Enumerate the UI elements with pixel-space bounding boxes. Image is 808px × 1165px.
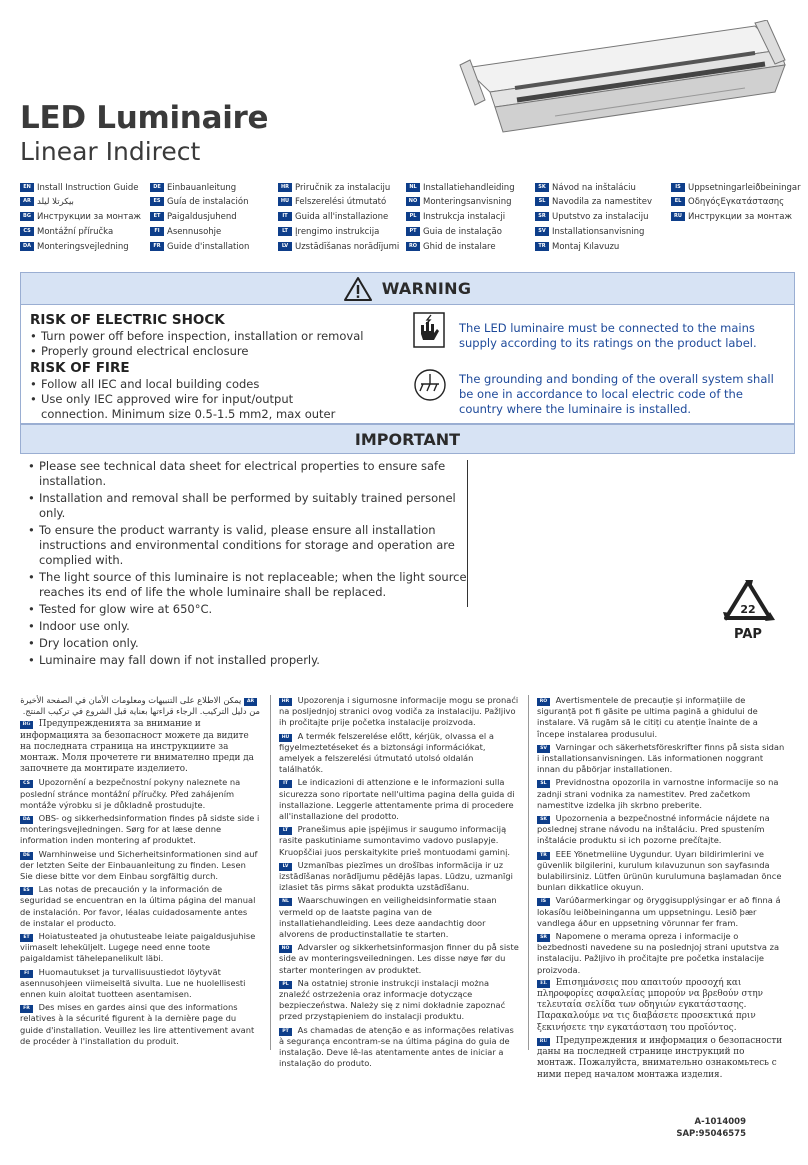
lang-label: Navodila za namestitev xyxy=(552,196,653,207)
list-item: • Follow all IEC and local building codes xyxy=(30,377,360,392)
lang-code: SK xyxy=(537,816,550,824)
column-divider xyxy=(270,695,271,1050)
lang-code: ES xyxy=(150,197,164,206)
list-item: • The light source of this luminaire is not replaceable; when the light source reaches its end of life the whole luminaire shall be replaced. xyxy=(28,570,468,600)
lang-label: Installatiehandleiding xyxy=(423,182,515,193)
lang-code: IT xyxy=(278,212,292,221)
note-pt xyxy=(279,1025,519,1070)
column-divider xyxy=(528,695,529,1050)
lang-item-hr xyxy=(278,181,390,194)
lang-code: SV xyxy=(535,227,549,236)
note-text: Upozornenia a bezpečnostné informácie nájdete na poslednej strane návodu na inštaláciu. Pred spustením inštalácie produktu si ich pozorne prečítajte. xyxy=(537,813,770,846)
lang-label: Įrengimo instrukcija xyxy=(295,226,380,237)
lang-item-sv xyxy=(535,225,644,238)
note-text: OBS- og sikkerhedsinformation findes på sidste side i monteringsvejledningen. Sørg for at læse denne information inden montering af produktet. xyxy=(20,813,260,846)
note-text: Advarsler og sikkerhetsinformasjon finner du på siste side av monteringsveiledningen. Les disse nøye før du starter monteringen av produktet. xyxy=(279,942,519,975)
electric-hand-icon xyxy=(413,312,445,348)
mains-text: The LED luminaire must be connected to the mains supply according to its ratings on the product label. xyxy=(459,321,757,350)
lang-item-it xyxy=(278,210,388,223)
note-de xyxy=(20,849,260,883)
luminaire-illustration xyxy=(455,20,790,135)
recycle-label: PAP xyxy=(734,627,762,642)
warning-box xyxy=(20,272,795,424)
lang-code: SK xyxy=(535,183,549,192)
lang-label: Felszerelési útmutató xyxy=(295,196,387,207)
lang-label: بيكرتلا ليلد xyxy=(37,196,74,207)
lang-code: PL xyxy=(406,212,420,221)
lang-label: Uppsetningarleiðbeiningar xyxy=(688,182,801,193)
lang-code: LT xyxy=(278,227,292,236)
note-text: Previdnostna opozorila in varnostne informacije so na zadnji strani vodnika za namestitev. Pred začetkom namestitve izdelka jih skrbno preberite. xyxy=(537,777,779,810)
lang-item-lv xyxy=(278,240,399,253)
list-item: • Tested for glow wire at 650°C. xyxy=(28,602,468,617)
recycle-icon xyxy=(715,580,785,642)
notes-column-3 xyxy=(537,695,785,1083)
note-is xyxy=(537,895,785,929)
lang-label: Priručnik za instalaciju xyxy=(295,182,391,193)
lang-item-lt xyxy=(278,225,379,238)
lang-label: Инструкции за монтаж xyxy=(688,211,793,222)
note-text: Предупреждения и информация о безопасности даны на последней странице инструкций по монтаж. Пожалуйста, внимательно ознакомьтесь с ними перед началом монтажа изделия. xyxy=(537,1035,783,1080)
lang-label: Asennusohje xyxy=(167,226,222,237)
warning-triangle-icon xyxy=(344,276,372,302)
lang-code: ES xyxy=(20,887,33,895)
lang-code: EL xyxy=(671,197,685,206)
lang-code: PT xyxy=(406,227,420,236)
lang-code: FI xyxy=(20,970,33,978)
note-text: A termék felszerelése előtt, kérjük, olvassa el a figyelmeztetéseket és a biztonsági információkat, amelyek a felszerelési útmutató utolsó oldalán találhatók. xyxy=(279,730,494,775)
notes-column-2 xyxy=(279,695,519,1072)
note-hu xyxy=(279,731,519,776)
important-header xyxy=(20,424,795,454)
note-sr xyxy=(537,931,785,976)
lang-label: Instrukcja instalacji xyxy=(423,211,506,222)
list-item: • Please see technical data sheet for electrical properties to ensure safe installation. xyxy=(28,459,468,489)
lang-code: HR xyxy=(279,698,292,706)
lang-label: Guide d'installation xyxy=(167,241,250,252)
note-text: Hoiatusteated ja ohutusteabe leiate paigaldusjuhise viimaselt leheküljelt. Lugege need enne toote paigaldamist tähelepanelikult läbi. xyxy=(20,931,256,964)
lang-item-tr xyxy=(535,240,619,253)
note-lv xyxy=(279,860,519,894)
note-text: يمكن الاطلاع على التنبيهات ومعلومات الأمان في الصفحة الأخيرة من دليل التركيب. الرجاء قراءتها بعناية قبل الشروع في تركيب المنتج. xyxy=(20,695,260,717)
note-text: As chamadas de atenção e as informações relativas à segurança encontram-se na última página do guia de instalação. Deve lê-las atentamente antes de iniciar a instalação do produto. xyxy=(279,1024,514,1069)
lang-code: ET xyxy=(20,934,33,942)
language-list xyxy=(20,181,800,256)
note-text: Επισημάνσεις που απαιτούν προσοχή και πληροφορίες ασφαλείας μπορούν να βρεθούν στην τελευταία σελίδα των οδηγιών εγκατάστασης. Παρακαλούμε να τις διαβάσετε προσεκτικά πριν ξεκινήσετε την εγκατάσταση του προϊόντος. xyxy=(537,977,763,1033)
lang-item-el xyxy=(671,195,784,208)
note-es xyxy=(20,884,260,929)
lang-label: Montážní příručka xyxy=(37,226,114,237)
lang-code: HU xyxy=(278,197,292,206)
note-text: Des mises en gardes ainsi que des informations relatives à la sécurité figurent à la dernière page du guide d'installation. Veuillez les lire attentivement avant de procéder à l'installation du produit. xyxy=(20,1002,255,1046)
recycle-number: 22 xyxy=(740,603,756,616)
important-divider xyxy=(467,460,468,607)
lang-code: NL xyxy=(279,898,292,906)
lang-code: FR xyxy=(150,242,164,251)
note-text: Upozorenja i sigurnosne informacije mogu se pronaći na posljednjoj stranici ovog vodiča za instalaciju. Pažljivo ih pročitajte prije početka instalacije proizvoda. xyxy=(279,695,519,728)
lang-label: Monteringsvejledning xyxy=(37,241,129,252)
note-ru xyxy=(537,1036,785,1081)
lang-code: SL xyxy=(535,197,549,206)
note-hr xyxy=(279,695,519,729)
notes-column-1 xyxy=(20,695,260,1049)
lang-code: RU xyxy=(537,1038,550,1046)
page-subtitle: Linear Indirect xyxy=(20,137,201,166)
note-da xyxy=(20,813,260,847)
lang-item-ar xyxy=(20,195,74,208)
note-fi xyxy=(20,967,260,1001)
lang-item-fi xyxy=(150,225,221,238)
lang-item-nl xyxy=(406,181,515,194)
list-item: • Dry location only. xyxy=(28,636,468,651)
note-text: Waarschuwingen en veiligheidsinformatie staan vermeld op de laatste pagina van de installatiehandleiding. Lees deze aandachtig door alvorens de productinstallatie te starten. xyxy=(279,895,497,940)
lang-item-sr xyxy=(535,210,648,223)
note-pl xyxy=(279,978,519,1023)
ground-icon xyxy=(413,368,447,402)
note-text: Uzmanības piezīmes un drošības informācija ir uz izstādīšanas norādījumu pēdējās lapas. Lūdzu, uzmanīgi izlasiet tās pirms sākat produkta uzstādīšanu. xyxy=(279,859,513,893)
lang-label: Uzstādīšanas norādījumi xyxy=(295,241,400,252)
note-bg xyxy=(20,719,260,775)
page-title: LED Luminaire xyxy=(20,100,269,136)
note-text: Предупрежденията за внимание и информацията за безопасност можете да видите на последната страница на инструкциите за монтаж. Моля прочетете ги внимателно преди да започнете да монтирате изделието. xyxy=(20,719,254,775)
lang-code: PT xyxy=(279,1028,292,1036)
note-nl xyxy=(279,895,519,940)
lang-code: SL xyxy=(537,780,550,788)
lang-code: AR xyxy=(20,197,34,206)
lang-code: DE xyxy=(150,183,164,192)
lang-code: NO xyxy=(406,197,420,206)
doc-number: A-1014009 xyxy=(694,1117,746,1127)
note-text: Le indicazioni di attenzione e le informazioni sulla sicurezza sono riportate nell'ultima pagina della guida di installazione. Leggerle attentamente prima di procedere all'installazione del prodotto. xyxy=(279,777,515,822)
lang-code: NO xyxy=(279,945,292,953)
note-text: Huomautukset ja turvallisuustiedot löytyvät asennusohjeen viimeiseltä sivulta. Lue ne huolellisesti ennen kuin aloitat tuotteen asentamisen. xyxy=(20,966,246,1000)
list-item: • Installation and removal shall be performed by suitably trained personel only. xyxy=(28,491,468,521)
lang-code: IT xyxy=(279,780,292,788)
lang-code: FI xyxy=(150,227,164,236)
lang-item-da xyxy=(20,240,129,253)
lang-item-no xyxy=(406,195,512,208)
note-text: Las notas de precaución y la información de seguridad se encuentran en la última página del manual de instalación. Por favor, léalas cuidadosamente antes de instalar el producto. xyxy=(20,884,256,928)
lang-code: CS xyxy=(20,780,33,788)
warning-title: WARNING xyxy=(381,279,472,298)
note-text: Na ostatniej stronie instrukcji instalacji można znaleźć ostrzeżenia oraz informacje dotyczące bezpieczeństwa. Należy się z nimi dokładnie zapoznać przed przystąpieniem do instalacji produktu. xyxy=(279,977,506,1022)
lang-label: Guida all'installazione xyxy=(295,211,389,222)
note-ar xyxy=(20,695,260,717)
list-item: • Luminaire may fall down if not installed properly. xyxy=(28,653,468,668)
lang-code: DA xyxy=(20,242,34,251)
lang-code: RO xyxy=(537,698,550,706)
lang-code: FR xyxy=(20,1005,33,1013)
lang-code: CS xyxy=(20,227,34,236)
lang-code: IS xyxy=(671,183,685,192)
note-sk xyxy=(537,813,785,847)
lang-code: LV xyxy=(278,242,292,251)
lang-code: DE xyxy=(20,852,33,860)
lang-code: BG xyxy=(20,721,33,729)
lang-label: Installationsanvisning xyxy=(552,226,645,237)
lang-item-sl xyxy=(535,195,652,208)
note-it xyxy=(279,777,519,822)
note-text: Varúðarmerkingar og öryggisupplýsingar er að finna á lokasíðu leiðbeininganna um uppsetningu. Lesið þær vandlega áður en uppsetning vörunnar fer fram. xyxy=(537,895,781,928)
lang-item-pl xyxy=(406,210,505,223)
note-text: Upozornění a bezpečnostní pokyny naleznete na poslední stránce montážní příručky. Před zahájením montáže výrobku si je důkladně prostudujte. xyxy=(20,777,241,810)
note-sv xyxy=(537,742,785,776)
shock-list xyxy=(30,329,410,359)
note-fr xyxy=(20,1002,260,1047)
lang-item-et xyxy=(150,210,237,223)
lang-item-ru xyxy=(671,210,792,223)
important-list xyxy=(28,459,468,670)
note-tr xyxy=(537,849,785,894)
note-no xyxy=(279,942,519,976)
note-el xyxy=(537,978,785,1034)
lang-code: AR xyxy=(244,698,257,706)
shock-title: RISK OF ELECTRIC SHOCK xyxy=(30,312,225,328)
lang-code: LV xyxy=(279,863,292,871)
note-text: EEE Yönetmeliine Uygundur. Uyarı bildirimlerini ve güvenlik bilgilerini, kurulum kılavuzunun son sayfasında bulabilirsiniz. Lütfen ürünün kurulumuna başlamadan önce bunları dikkatlice okuyun. xyxy=(537,848,782,893)
lang-item-es xyxy=(150,195,249,208)
lang-label: ΟδηγόςΕγκατάστασης xyxy=(688,196,785,207)
lang-item-is xyxy=(671,181,801,194)
note-text: Pranešimus apie įspėjimus ir saugumo informaciją rasite paskutiniame sumontavimo vadovo puslapyje. Kruopščiai juos perskaitykite prieš montuodami gaminį. xyxy=(279,824,511,857)
lang-code: PL xyxy=(279,981,292,989)
lang-code: RO xyxy=(406,242,420,251)
lang-code: HR xyxy=(278,183,292,192)
lang-label: Einbauanleitung xyxy=(167,182,237,193)
note-text: Warnhinweise und Sicherheitsinformationen sind auf der letzten Seite der Einbauanleitung zu finden. Lesen Sie diese bitte vor dem Einbau sorgfältig durch. xyxy=(20,848,258,882)
lang-code: EN xyxy=(20,183,34,192)
lang-item-bg xyxy=(20,210,141,223)
lang-item-fr xyxy=(150,240,249,253)
note-text: Varningar och säkerhetsföreskrifter finns på sista sidan i installationsanvisningen. Läs informationen noggrant innan du påbörjar installationen. xyxy=(537,741,785,775)
lang-code: TR xyxy=(535,242,549,251)
lang-code: SR xyxy=(535,212,549,221)
list-item: • Properly ground electrical enclosure xyxy=(30,344,410,359)
lang-code: IS xyxy=(537,898,550,906)
lang-label: Paigaldusjuhend xyxy=(167,211,237,222)
lang-label: Guia de instalação xyxy=(423,226,502,237)
note-sl xyxy=(537,777,785,811)
list-item: • Use only IEC approved wire for input/output connection. Minimum size 0.5-1.5 mm2, max outer xyxy=(30,392,360,437)
note-text: Avertismentele de precauție și informațiile de siguranță pot fi găsite pe ultima pagină a ghidului de instalare. Vă rugăm să le citiți cu atenție înainte de a începe instalarea produsului. xyxy=(537,695,758,739)
ground-text: The grounding and bonding of the overall system shall be one in accordance to local electric code of the country where the luminaire is installed. xyxy=(459,372,774,416)
lang-item-de xyxy=(150,181,236,194)
fire-title: RISK OF FIRE xyxy=(30,360,130,376)
lang-item-en xyxy=(20,181,138,194)
note-cs xyxy=(20,777,260,811)
lang-label: Guía de instalación xyxy=(167,196,249,207)
important-title: IMPORTANT xyxy=(354,429,461,449)
note-text: Napomene o merama opreza i informacije o bezbednosti navedene su na poslednjoj strani uputstva za instalaciju. Pažljivo ih pročitajte pre početka instalacije proizvoda. xyxy=(537,931,780,975)
lang-item-hu xyxy=(278,195,386,208)
list-item: • To ensure the product warranty is valid, please ensure all installation instructions and environmental conditions for storage and operation are complied with. xyxy=(28,523,468,568)
list-item: • Turn power off before inspection, installation or removal xyxy=(30,329,410,344)
lang-label: Ghid de instalare xyxy=(423,241,496,252)
lang-item-ro xyxy=(406,240,496,253)
lang-label: Инструкции за монтаж xyxy=(37,211,142,222)
list-item: • Indoor use only. xyxy=(28,619,468,634)
lang-label: Monteringsanvisning xyxy=(423,196,512,207)
note-ro xyxy=(537,695,785,740)
lang-code: HU xyxy=(279,734,292,742)
lang-code: BG xyxy=(20,212,34,221)
lang-label: Návod na inštaláciu xyxy=(552,182,636,193)
lang-code: NL xyxy=(406,183,420,192)
lang-item-cs xyxy=(20,225,113,238)
lang-code: TR xyxy=(537,852,550,860)
lang-code: SV xyxy=(537,745,550,753)
note-lt xyxy=(279,824,519,858)
lang-code: EL xyxy=(537,980,550,988)
lang-code: ET xyxy=(150,212,164,221)
document-codes xyxy=(676,1116,746,1140)
lang-item-sk xyxy=(535,181,636,194)
lang-code: RU xyxy=(671,212,685,221)
lang-code: LT xyxy=(279,827,292,835)
sap-number: SAP:95046575 xyxy=(676,1129,746,1139)
lang-item-pt xyxy=(406,225,502,238)
lang-label: Montaj Kılavuzu xyxy=(552,241,620,252)
lang-label: Install Instruction Guide xyxy=(37,182,139,193)
lang-code: DA xyxy=(20,816,33,824)
note-et xyxy=(20,931,260,965)
warning-header xyxy=(21,273,794,305)
lang-label: Uputstvo za instalaciju xyxy=(552,211,649,222)
lang-code: SR xyxy=(537,934,550,942)
